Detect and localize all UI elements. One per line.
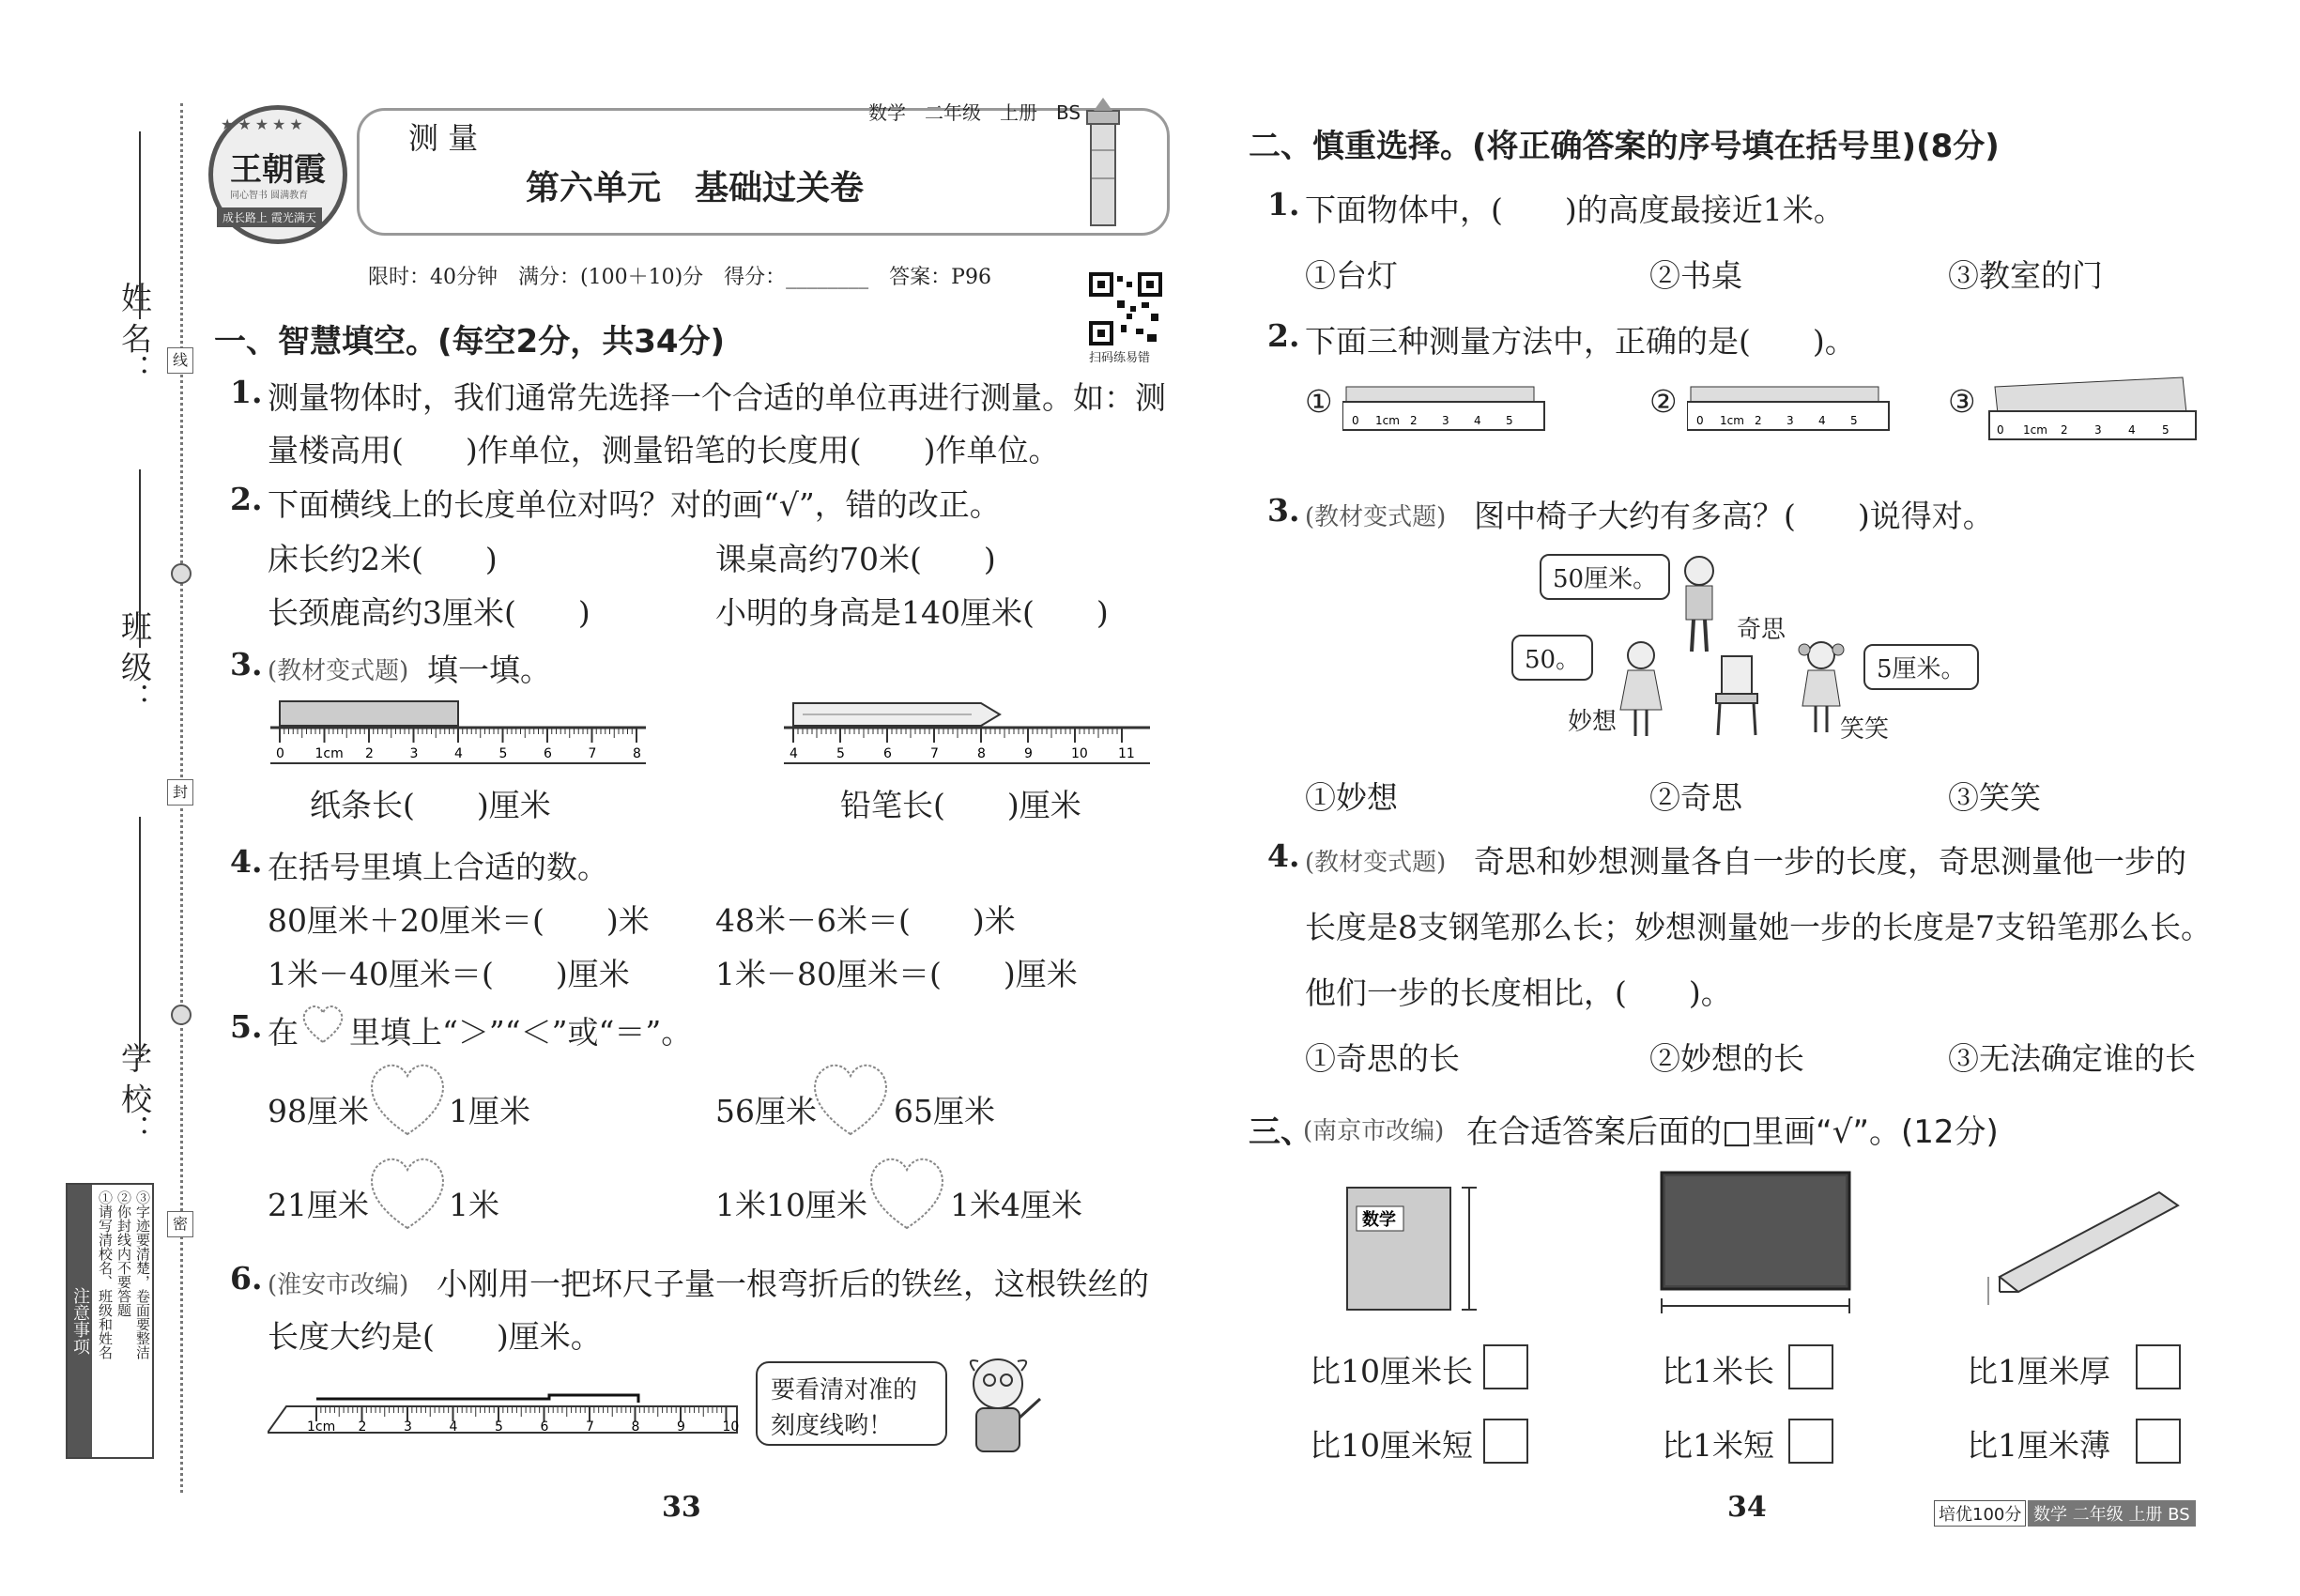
note-item: ①请写清校名、班级和姓名 xyxy=(97,1190,114,1359)
note-item: ③字迹要清楚，卷面要整洁 xyxy=(134,1190,151,1359)
ruler-tick-label: 10 xyxy=(1071,746,1088,761)
logo-text: 王朝霞 xyxy=(230,151,326,189)
ruler-tick-label: 9 xyxy=(1024,746,1033,761)
q3-label-a: 纸条长( )厘米 xyxy=(310,787,551,823)
ruler-tick-label: 7 xyxy=(586,1420,594,1435)
q5-pre: 在 xyxy=(268,1014,299,1051)
q2-item-a: 床长约2米( ) xyxy=(268,541,498,577)
q2-item-b: 课桌高约70米( ) xyxy=(715,541,996,577)
ruler-tick-label: 8 xyxy=(631,1420,640,1435)
q2-item-d: 小明的身高是140厘米( ) xyxy=(715,594,1109,631)
ruler-tick-label: 4 xyxy=(790,746,798,761)
ruler-tick-label: 4 xyxy=(449,1420,458,1435)
choice-label: 比1厘米厚 xyxy=(1967,1353,2110,1389)
book-label: 数学 xyxy=(1362,1210,1396,1230)
question-tag: (淮安市改编) xyxy=(268,1271,409,1299)
ruler-tick-label: 10 xyxy=(722,1420,740,1435)
question-4-line3: 他们一步的长度相比，( )。 xyxy=(1305,974,1732,1011)
q2-item-c: 长颈鹿高约3厘米( ) xyxy=(268,594,590,631)
option: ③教室的门 xyxy=(1948,257,2103,294)
question-number: 3. xyxy=(230,646,263,683)
ruler-tick-label: 8 xyxy=(633,746,641,761)
ruler-tick-label: 5 xyxy=(495,1420,503,1435)
section-3-title-a: 三、 xyxy=(1249,1113,1312,1151)
option: ②妙想的长 xyxy=(1649,1040,1804,1077)
question-1-line1: 测量物体时，我们通常先选择一个合适的单位再进行测量。如：测 xyxy=(268,379,1166,416)
secret-mark: 密 xyxy=(167,1211,193,1237)
ruler-tick-label: 4 xyxy=(454,746,463,761)
question-tag: (教材变式题) xyxy=(1305,849,1447,877)
footer-meta: 数学 二年级 上册 BS xyxy=(2028,1500,2196,1527)
qr-code-icon[interactable] xyxy=(1089,272,1162,345)
paper-strip xyxy=(280,701,458,726)
option: ①奇思的长 xyxy=(1305,1040,1460,1077)
ruler-tick-label: 1cm xyxy=(314,746,344,761)
heart-answer-box[interactable] xyxy=(364,1155,451,1232)
bent-wire xyxy=(316,1395,638,1403)
q3-label-b: 铅笔长( )厘米 xyxy=(840,787,1081,823)
question-number: 3. xyxy=(1267,492,1300,529)
question-1-text: 下面物体中，( )的高度最接近1米。 xyxy=(1305,192,1845,228)
ruler-tick-label: 7 xyxy=(588,746,597,761)
q4-item-d: 1米－80厘米＝( )厘米 xyxy=(715,956,1078,992)
heart-answer-box[interactable] xyxy=(864,1155,950,1232)
q5-a-left: 98厘米 xyxy=(268,1093,369,1129)
ruler-tick-label: 0 xyxy=(276,746,284,761)
svg-text:5: 5 xyxy=(1850,414,1858,427)
book-meta: 数学 二年级 上册 BS xyxy=(868,101,1081,124)
choice-label: 比1米短 xyxy=(1662,1427,1774,1464)
checkbox[interactable] xyxy=(2136,1419,2181,1464)
svg-text:0: 0 xyxy=(1696,414,1704,427)
svg-text:5: 5 xyxy=(1506,414,1513,427)
option-mark: ① xyxy=(1305,383,1333,420)
school-field[interactable] xyxy=(139,817,141,1061)
option-mark: ② xyxy=(1649,383,1678,420)
measure-method-1 xyxy=(1342,383,1549,439)
question-1-line2: 量楼高用( )作单位，测量铅笔的长度用( )作单位。 xyxy=(268,432,1060,468)
page-title: 第六单元 基础过关卷 xyxy=(526,169,865,207)
ruler-tick-label: 6 xyxy=(544,746,552,761)
exam-info: 限时：40分钟 满分：(100＋10)分 得分：________ 答案：P96 xyxy=(368,266,991,289)
svg-text:1cm: 1cm xyxy=(1375,414,1400,427)
heart-icon xyxy=(299,1003,347,1046)
lighthouse-icon xyxy=(1070,94,1136,235)
question-6-line1: 小刚用一把坏尺子量一根弯折后的铁丝，这根铁丝的 xyxy=(437,1266,1149,1302)
name-label: 姓 名： xyxy=(116,282,153,385)
math-book-icon xyxy=(1338,1178,1497,1319)
boy-qisi-icon xyxy=(1671,554,1727,657)
blackboard-icon xyxy=(1652,1169,1859,1319)
section-1-title: 一、智慧填空。(每空2分，共34分) xyxy=(214,323,726,361)
measure-method-3 xyxy=(1986,376,2201,451)
ruler-tick-label: 6 xyxy=(540,1420,549,1435)
checkbox[interactable] xyxy=(1788,1419,1833,1464)
logo-stars: ★★★★★ xyxy=(221,115,307,133)
heart-answer-box[interactable] xyxy=(364,1061,451,1138)
qr-caption: 扫码练易错 xyxy=(1089,351,1151,365)
choice-label: 比1厘米薄 xyxy=(1967,1427,2110,1464)
tip-bubble xyxy=(756,1361,947,1446)
binding-hole xyxy=(171,1005,192,1025)
choice-label: 比10厘米短 xyxy=(1310,1427,1473,1464)
q4-item-a: 80厘米＋20厘米＝( )米 xyxy=(268,902,650,939)
checkbox[interactable] xyxy=(1788,1344,1833,1389)
section-3-title-b: 在合适答案后面的□里画“√”。(12分) xyxy=(1466,1113,1999,1151)
ruler-paper-strip xyxy=(270,699,646,765)
q5-c-left: 21厘米 xyxy=(268,1187,369,1223)
svg-text:1cm: 1cm xyxy=(2023,423,2047,437)
footer-tag: 培优100分 xyxy=(1934,1500,2026,1527)
ruler-tick-label: 6 xyxy=(883,746,892,761)
svg-text:0: 0 xyxy=(1352,414,1359,427)
logo xyxy=(208,105,347,244)
question-number: 4. xyxy=(1267,837,1300,874)
speech-bubble: 50。 xyxy=(1511,635,1593,681)
option-mark: ③ xyxy=(1948,383,1976,420)
svg-text:3: 3 xyxy=(1442,414,1449,427)
svg-text:1cm: 1cm xyxy=(1720,414,1744,427)
ruler-tick-label: 5 xyxy=(836,746,845,761)
logo-subslogan: 同心智书 圆满教育 xyxy=(230,191,309,201)
ruler-tick-label: 7 xyxy=(930,746,939,761)
line-mark: 线 xyxy=(167,347,193,374)
broken-ruler-wire xyxy=(268,1369,746,1436)
ruler-tick-label: 9 xyxy=(677,1420,685,1435)
speech-bubble: 50厘米。 xyxy=(1540,554,1670,600)
page-number: 34 xyxy=(1727,1491,1767,1524)
name-miaoxiang: 妙想 xyxy=(1568,708,1618,736)
checkbox[interactable] xyxy=(1483,1419,1528,1464)
ruler-tick-label: 3 xyxy=(404,1420,412,1435)
question-tag: (南京市改编) xyxy=(1303,1117,1445,1145)
school-label: 学 校： xyxy=(116,1042,153,1145)
q5-post: 里填上“＞”“＜”或“＝”。 xyxy=(349,1014,693,1051)
question-tag: (教材变式题) xyxy=(1305,503,1447,531)
svg-text:2: 2 xyxy=(1410,414,1418,427)
name-field[interactable] xyxy=(139,131,141,319)
q5-b-left: 56厘米 xyxy=(715,1093,817,1129)
svg-text:4: 4 xyxy=(1474,414,1481,427)
question-number: 2. xyxy=(1267,317,1300,354)
tip-line2: 刻度线哟！ xyxy=(771,1412,894,1440)
question-4-line2: 长度是8支钢笔那么长；妙想测量她一步的长度是7支铅笔那么长。 xyxy=(1305,909,2212,945)
svg-text:3: 3 xyxy=(2094,423,2102,437)
class-field[interactable] xyxy=(139,469,141,648)
section-2-title: 二、慎重选择。(将正确答案的序号填在括号里)(8分) xyxy=(1249,128,2000,165)
svg-text:5: 5 xyxy=(2162,423,2170,437)
checkbox[interactable] xyxy=(1483,1344,1528,1389)
q5-d-right: 1米4厘米 xyxy=(950,1187,1082,1223)
q5-c-right: 1米 xyxy=(449,1187,499,1223)
question-number: 1. xyxy=(1267,186,1300,223)
q4-item-b: 48米－6米＝( )米 xyxy=(715,902,1016,939)
question-number: 6. xyxy=(230,1260,263,1297)
option: ②奇思 xyxy=(1649,779,1742,816)
tip-line1: 要看清对准的 xyxy=(771,1376,918,1404)
q5-a-right: 1厘米 xyxy=(449,1093,530,1129)
ruler-thickness-icon xyxy=(1981,1183,2187,1324)
option: ②书桌 xyxy=(1649,257,1742,294)
question-4-text: 在括号里填上合适的数。 xyxy=(268,849,608,885)
note-item: ②你封线内不要答题 xyxy=(115,1190,132,1317)
question-tag: (教材变式题) xyxy=(268,657,409,685)
measure-method-2 xyxy=(1687,383,1894,439)
name-qisi: 奇思 xyxy=(1737,616,1786,644)
option: ③无法确定谁的长 xyxy=(1948,1040,2196,1077)
seal-mark: 封 xyxy=(167,779,193,806)
q5-b-right: 65厘米 xyxy=(894,1093,995,1129)
choice-label: 比1米长 xyxy=(1662,1353,1774,1389)
ruler-tick-label: 5 xyxy=(498,746,508,761)
checkbox[interactable] xyxy=(2136,1344,2181,1389)
heart-answer-box[interactable] xyxy=(807,1061,894,1138)
notes-box xyxy=(66,1183,154,1459)
question-3-text: 填一填。 xyxy=(427,652,551,688)
section-label: 测 量 xyxy=(408,120,479,156)
q4-item-c: 1米－40厘米＝( )厘米 xyxy=(268,956,630,992)
svg-text:3: 3 xyxy=(1786,414,1794,427)
question-number: 5. xyxy=(230,1008,263,1045)
question-number: 1. xyxy=(230,374,263,410)
chair-icon xyxy=(1709,652,1765,737)
ruler-tick-label: 11 xyxy=(1118,746,1135,761)
question-3-text: 图中椅子大约有多高？( )说得对。 xyxy=(1474,498,1994,534)
question-2-text: 下面三种测量方法中，正确的是( )。 xyxy=(1305,323,1856,360)
ruler-pencil xyxy=(784,699,1150,765)
ruler-tick-label: 2 xyxy=(358,1420,367,1435)
question-number: 2. xyxy=(230,481,263,517)
option: ①台灯 xyxy=(1305,257,1398,294)
svg-text:2: 2 xyxy=(1755,414,1762,427)
question-4-line1: 奇思和妙想测量各自一步的长度，奇思测量他一步的 xyxy=(1474,843,2186,880)
q5-d-left: 1米10厘米 xyxy=(715,1187,867,1223)
binding-hole xyxy=(171,563,192,584)
question-2-text: 下面横线上的长度单位对吗？对的画“√”，错的改正。 xyxy=(268,486,1001,523)
speech-bubble: 5厘米。 xyxy=(1863,644,1979,690)
professor-cartoon-icon xyxy=(946,1352,1050,1465)
page-number: 33 xyxy=(662,1491,701,1524)
class-label: 班 级： xyxy=(116,610,153,714)
option: ③笑笑 xyxy=(1948,779,2041,816)
ruler-tick-label: 1cm xyxy=(307,1420,336,1435)
name-xiaoxiao: 笑笑 xyxy=(1840,715,1890,744)
svg-text:4: 4 xyxy=(1818,414,1826,427)
choice-label: 比10厘米长 xyxy=(1310,1353,1473,1389)
question-number: 4. xyxy=(230,843,263,880)
notes-title: 注意事项 xyxy=(68,1185,92,1457)
svg-text:2: 2 xyxy=(2061,423,2068,437)
ruler-tick-label: 8 xyxy=(977,746,986,761)
girl-miaoxiang-icon xyxy=(1615,638,1667,742)
ruler-tick-label: 2 xyxy=(365,746,374,761)
option: ①妙想 xyxy=(1305,779,1398,816)
question-6-line2: 长度大约是( )厘米。 xyxy=(268,1318,602,1355)
svg-text:0: 0 xyxy=(1997,423,2004,437)
ruler-tick-label: 3 xyxy=(409,746,419,761)
svg-text:4: 4 xyxy=(2128,423,2136,437)
logo-slogan: 成长路上 霞光满天 xyxy=(217,207,322,227)
